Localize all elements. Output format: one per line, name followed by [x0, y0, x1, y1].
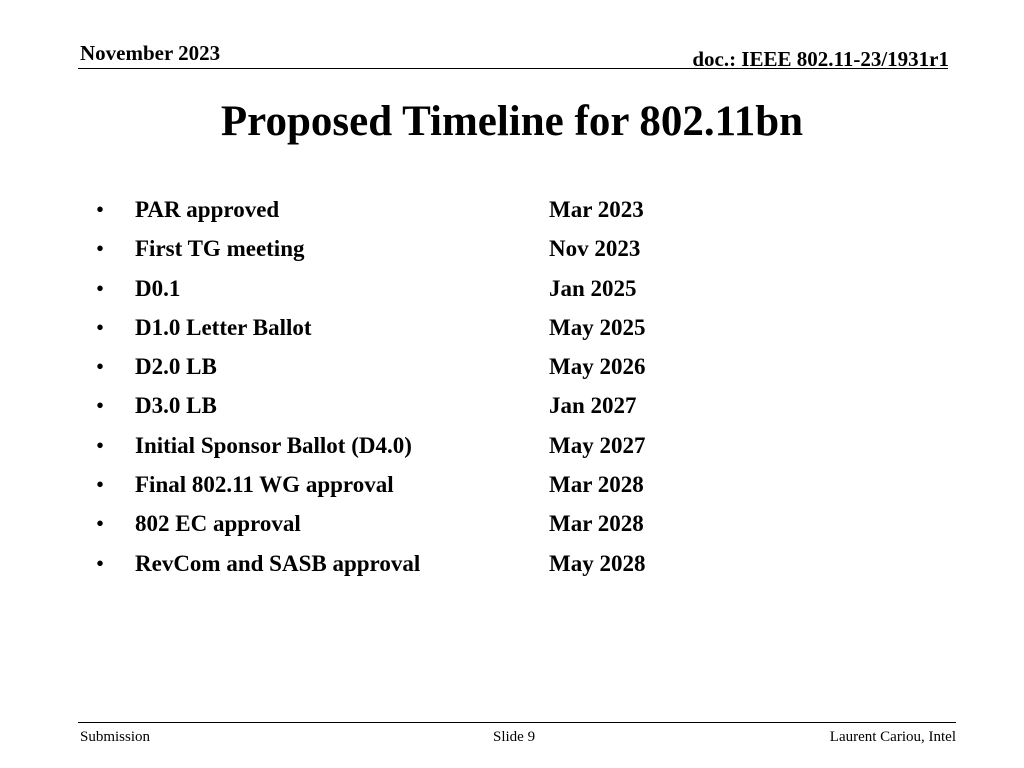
bullet-icon: • [96, 550, 105, 576]
milestone-label: PAR approved [135, 197, 280, 222]
footer-submission: Submission [80, 729, 151, 745]
footer-author: Laurent Cariou, Intel [829, 729, 956, 745]
timeline-item [0, 386, 1024, 425]
bullet-icon: • [96, 432, 105, 458]
milestone-label: RevCom and SASB approval [135, 550, 421, 576]
timeline-item [0, 465, 1024, 504]
milestone-label: 802 EC approval [135, 511, 301, 537]
header-date: November 2023 [80, 41, 221, 65]
slide-title: Proposed Timeline for 802.11bn [220, 98, 804, 145]
milestone-date: Mar 2028 [549, 511, 644, 537]
header-divider [78, 68, 948, 69]
milestone-date: Mar 2028 [549, 472, 644, 498]
milestone-date: Mar 2023 [549, 197, 644, 222]
milestone-label: D2.0 LB [135, 354, 217, 380]
bullet-icon: • [96, 393, 105, 419]
milestone-label: First TG meeting [135, 236, 305, 262]
timeline-item [0, 229, 1024, 268]
timeline-item [0, 347, 1024, 386]
milestone-date: Nov 2023 [549, 236, 641, 262]
milestone-date: May 2027 [549, 432, 646, 458]
timeline-item [0, 308, 1024, 347]
timeline-list [0, 190, 1024, 583]
bullet-icon: • [96, 275, 105, 301]
milestone-label: Final 802.11 WG approval [135, 472, 394, 498]
milestone-date: May 2028 [549, 550, 646, 576]
slide-number: Slide 9 [493, 729, 536, 745]
bullet-icon: • [96, 236, 105, 262]
bullet-icon: • [96, 197, 105, 222]
timeline-item [0, 190, 1024, 229]
bullet-icon: • [96, 511, 105, 537]
timeline-item [0, 544, 1024, 583]
bullet-icon: • [96, 472, 105, 498]
milestone-label: D3.0 LB [135, 393, 217, 419]
milestone-label: Initial Sponsor Ballot (D4.0) [135, 432, 412, 458]
timeline-item [0, 504, 1024, 543]
milestone-date: May 2026 [549, 354, 646, 380]
milestone-date: Jan 2025 [549, 275, 637, 301]
bullet-icon: • [96, 354, 105, 380]
milestone-label: D1.0 Letter Ballot [135, 314, 312, 340]
milestone-date: Jan 2027 [549, 393, 637, 419]
bullet-icon: • [96, 314, 105, 340]
milestone-date: May 2025 [549, 314, 646, 340]
timeline-item [0, 426, 1024, 465]
document-id: doc.: IEEE 802.11-23/1931r1 [692, 47, 949, 71]
footer-divider [78, 722, 956, 723]
timeline-item [0, 269, 1024, 308]
milestone-label: D0.1 [135, 275, 181, 301]
